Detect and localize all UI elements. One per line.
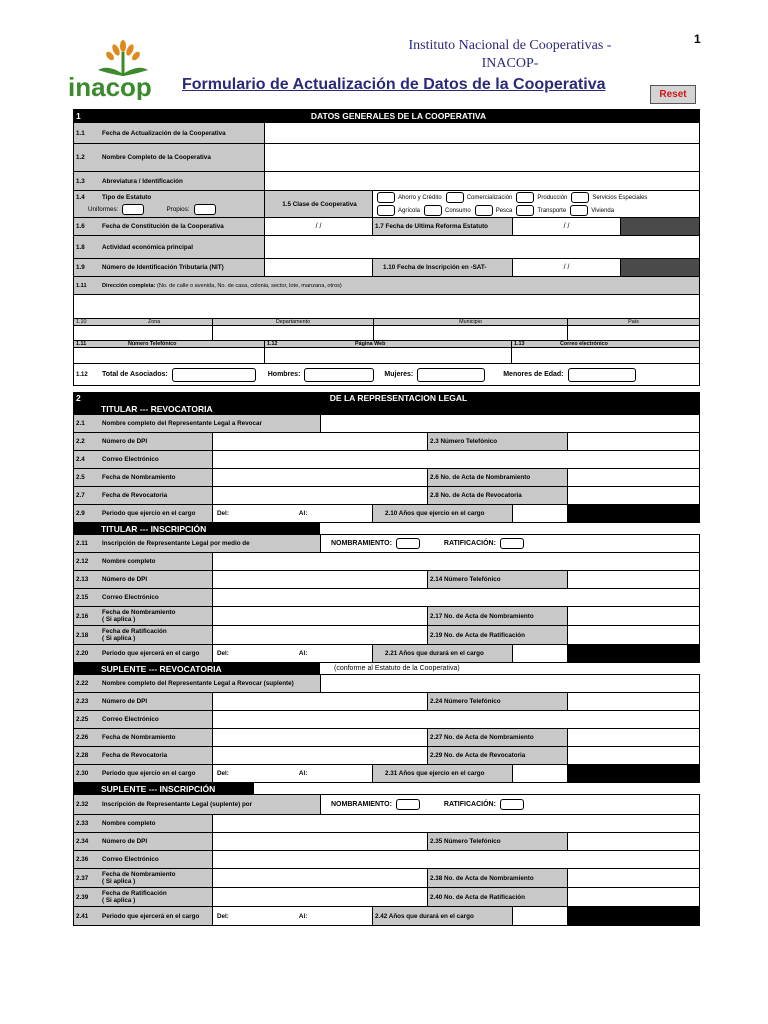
contact-fields-row bbox=[73, 348, 700, 364]
rev-years-input[interactable] bbox=[513, 505, 568, 522]
comercializacion-checkbox[interactable] bbox=[446, 192, 464, 203]
rev-phone-input[interactable] bbox=[568, 433, 700, 450]
rev-email-input[interactable] bbox=[213, 451, 700, 468]
row-1-4: 1.4 Tipo de Estatuto Uniformes: Propios: 1.5 Clase de Cooperativa Ahorro y Crédito Comercialización Producción Servicios Especiales Agrícola Consumo Pesca Transporte Vivienda bbox=[73, 191, 700, 218]
tit-appointment-date-input[interactable] bbox=[213, 607, 428, 625]
rev-revocation-date-input[interactable] bbox=[213, 487, 428, 504]
pesca-checkbox[interactable] bbox=[475, 205, 493, 216]
sup-phone-input[interactable] bbox=[568, 833, 700, 850]
page-header bbox=[0, 0, 768, 108]
rev-revocation-act-input[interactable] bbox=[568, 487, 700, 504]
institute-name: Instituto Nacional de Cooperativas - INACOP- bbox=[408, 38, 612, 71]
address-fields-row bbox=[73, 326, 700, 341]
row-1-9: 1.9 Número de Identificación Tributaria (NIT) 1.10 Fecha de Inscripción en -SAT- / / bbox=[73, 259, 700, 277]
propios-checkbox[interactable] bbox=[194, 204, 216, 215]
row-2-28: 2.28 Fecha de Revocatoria 2.29 No. de Acta de Revocatoria bbox=[73, 747, 700, 765]
tit-dpi-input[interactable] bbox=[213, 571, 428, 588]
sup-rev-email-input[interactable] bbox=[213, 711, 700, 728]
tit-years-input[interactable] bbox=[513, 645, 568, 662]
sat-date-input[interactable]: / / bbox=[513, 259, 621, 276]
sup-appointment-date-input[interactable] bbox=[213, 869, 428, 887]
row-2-12: 2.12 Nombre completo bbox=[73, 553, 700, 571]
sup-name-input[interactable] bbox=[213, 815, 700, 832]
departamento-input[interactable] bbox=[213, 326, 374, 340]
row-1-2: 1.2 Nombre Completo de la Cooperativa bbox=[73, 144, 700, 172]
zona-input[interactable] bbox=[74, 326, 213, 340]
address-input-row bbox=[73, 295, 700, 319]
suplente-inscripcion-header: SUPLENTE --- INSCRIPCIÓN bbox=[73, 783, 700, 795]
tit-phone-input[interactable] bbox=[568, 571, 700, 588]
row-2-26: 2.26 Fecha de Nombramiento 2.27 No. de Acta de Nombramiento bbox=[73, 729, 700, 747]
abbreviation-input[interactable] bbox=[265, 172, 700, 190]
row-2-7: 2.7 Fecha de Revocatoria 2.8 No. de Acta de Revocatoria bbox=[73, 487, 700, 505]
row-1-11: 1.11 Dirección completa: (No. de calle o avenida, No. de casa, colonia, sector, lote, manzana, otros) bbox=[73, 277, 700, 295]
nit-input[interactable] bbox=[265, 259, 373, 276]
sup-rev-revocation-act-input[interactable] bbox=[568, 747, 700, 764]
sup-rev-appointment-date-input[interactable] bbox=[213, 729, 428, 746]
row-2-13: 2.13 Número de DPI 2.14 Número Telefónico bbox=[73, 571, 700, 589]
sup-ratificacion-checkbox[interactable] bbox=[500, 799, 524, 810]
sup-rev-revocation-date-input[interactable] bbox=[213, 747, 428, 764]
form-title: Formulario de Actualización de Datos de la Cooperativa bbox=[182, 76, 606, 93]
rev-dpi-input[interactable] bbox=[213, 433, 428, 450]
transporte-checkbox[interactable] bbox=[516, 205, 534, 216]
row-2-33: 2.33 Nombre completo bbox=[73, 815, 700, 833]
consumo-checkbox[interactable] bbox=[424, 205, 442, 216]
row-2-4: 2.4 Correo Electrónico bbox=[73, 451, 700, 469]
tit-appointment-act-input[interactable] bbox=[568, 607, 700, 625]
row-2-34: 2.34 Número de DPI 2.35 Número Telefónico bbox=[73, 833, 700, 851]
uniformes-checkbox[interactable] bbox=[122, 204, 144, 215]
constitution-date-input[interactable]: / / bbox=[265, 218, 373, 235]
row-2-32: 2.32 Inscripción de Representante Legal (suplente) por NOMBRAMIENTO: RATIFICACIÓN: bbox=[73, 795, 700, 815]
sup-rev-phone-input[interactable] bbox=[568, 693, 700, 710]
address-input[interactable] bbox=[74, 295, 700, 318]
titular-revocatoria-header: TITULAR --- REVOCATORIA bbox=[73, 403, 700, 415]
website-input[interactable] bbox=[265, 348, 512, 363]
reset-button[interactable]: Reset bbox=[650, 85, 696, 104]
section-2-header: 2 DE LA REPRESENTACION LEGAL bbox=[73, 392, 700, 403]
rev-appointment-date-input[interactable] bbox=[213, 469, 428, 486]
inacop-logo bbox=[68, 36, 178, 100]
update-date-input[interactable] bbox=[265, 123, 700, 143]
row-2-11: 2.11 Inscripción de Representante Legal por medio de NOMBRAMIENTO: RATIFICACIÓN: bbox=[73, 535, 700, 553]
row-1-1: 1.1 Fecha de Actualización de la Cooperativa bbox=[73, 123, 700, 144]
produccion-checkbox[interactable] bbox=[516, 192, 534, 203]
menores-input[interactable] bbox=[568, 368, 636, 382]
total-asociados-input[interactable] bbox=[172, 368, 256, 382]
agricola-checkbox[interactable] bbox=[377, 205, 395, 216]
vivienda-checkbox[interactable] bbox=[570, 205, 588, 216]
sup-nombramiento-checkbox[interactable] bbox=[396, 799, 420, 810]
row-2-30: 2.30 Periodo que ejercio en el cargo Del: Al: 2.31 Años que ejercio en el cargo bbox=[73, 765, 700, 783]
row-2-18: 2.18 Fecha de Ratificación ( Si aplica ) 2.19 No. de Acta de Ratificación bbox=[73, 626, 700, 645]
hombres-input[interactable] bbox=[304, 368, 374, 382]
row-2-1: 2.1 Nombre completo del Representante Legal a Revocar bbox=[73, 415, 700, 433]
contact-labels-row: 1.11 Número Telefónico 1.12 Página Web 1.13 Correo electrónico bbox=[73, 341, 700, 348]
row-2-37: 2.37 Fecha de Nombramiento ( Si aplica ) 2.38 No. de Acta de Nombramiento bbox=[73, 869, 700, 888]
sup-email-input[interactable] bbox=[213, 851, 700, 868]
row-2-41: 2.41 Periodo que ejercerá en el cargo Del: Al: 2.42 Años que durará en el cargo bbox=[73, 907, 700, 926]
tit-ratification-act-input[interactable] bbox=[568, 626, 700, 644]
row-2-2: 2.2 Número de DPI 2.3 Número Telefónico bbox=[73, 433, 700, 451]
row-2-39: 2.39 Fecha de Ratificación ( Si aplica ) 2.40 No. de Acta de Ratificación bbox=[73, 888, 700, 907]
phone-input[interactable] bbox=[74, 348, 265, 363]
sup-rev-years-input[interactable] bbox=[513, 765, 568, 782]
section-1-header: 1 DATOS GENERALES DE LA COOPERATIVA bbox=[73, 109, 700, 123]
row-2-15: 2.15 Correo Electrónico bbox=[73, 589, 700, 607]
row-2-36: 2.36 Correo Electrónico bbox=[73, 851, 700, 869]
rev-name-input[interactable] bbox=[321, 415, 700, 432]
row-1-6: 1.6 Fecha de Constitución de la Cooperativa / / 1.7 Fecha de Ultima Reforma Estatuto / / bbox=[73, 218, 700, 236]
sup-ratification-date-input[interactable] bbox=[213, 888, 428, 906]
mujeres-input[interactable] bbox=[417, 368, 485, 382]
row-2-22: 2.22 Nombre completo del Representante Legal a Revocar (suplente) bbox=[73, 675, 700, 693]
sup-rev-appointment-act-input[interactable] bbox=[568, 729, 700, 746]
form-body bbox=[73, 109, 700, 926]
tit-nombramiento-checkbox[interactable] bbox=[396, 538, 420, 549]
economic-activity-input[interactable] bbox=[265, 236, 700, 258]
row-1-3: 1.3 Abreviatura / Identificación bbox=[73, 172, 700, 191]
row-2-16: 2.16 Fecha de Nombramiento ( Si aplica ) 2.17 No. de Acta de Nombramiento bbox=[73, 607, 700, 626]
row-2-23: 2.23 Número de DPI 2.24 Número Telefónico bbox=[73, 693, 700, 711]
servicios-especiales-checkbox[interactable] bbox=[571, 192, 589, 203]
coop-email-input[interactable] bbox=[512, 348, 700, 363]
tit-ratificacion-checkbox[interactable] bbox=[500, 538, 524, 549]
row-2-5: 2.5 Fecha de Nombramiento 2.6 No. de Acta de Nombramiento bbox=[73, 469, 700, 487]
titular-inscripcion-header: TITULAR --- INSCRIPCIÓN bbox=[73, 523, 700, 535]
row-2-9: 2.9 Periodo que ejercio en el cargo Del: Al: 2.10 Años que ejercio en el cargo bbox=[73, 505, 700, 523]
sup-years-input[interactable] bbox=[513, 907, 568, 925]
suplente-revocatoria-header: SUPLENTE --- REVOCATORIA (conforme al Estatuto de la Cooperativa) bbox=[73, 663, 700, 675]
reform-date-input[interactable]: / / bbox=[513, 218, 621, 235]
sup-rev-dpi-input[interactable] bbox=[213, 693, 428, 710]
row-1-8: 1.8 Actividad económica principal bbox=[73, 236, 700, 259]
sup-dpi-input[interactable] bbox=[213, 833, 428, 850]
row-2-20: 2.20 Periodo que ejercerá en el cargo Del: Al: 2.21 Años que durará en el cargo bbox=[73, 645, 700, 663]
row-1-12: 1.12 Total de Asociados: Hombres: Mujeres: Menores de Edad: bbox=[73, 364, 700, 386]
page-number: 1 bbox=[694, 32, 701, 46]
tit-email-input[interactable] bbox=[213, 589, 700, 606]
address-labels-row: 1.10 Zona Departamento Municipio País bbox=[73, 319, 700, 326]
row-2-25: 2.25 Correo Electrónico bbox=[73, 711, 700, 729]
ahorro-credito-checkbox[interactable] bbox=[377, 192, 395, 203]
sup-ratification-act-input[interactable] bbox=[568, 888, 700, 906]
sup-rev-name-input[interactable] bbox=[321, 675, 700, 692]
municipio-input[interactable] bbox=[374, 326, 568, 340]
tit-name-input[interactable] bbox=[213, 553, 700, 570]
pais-input[interactable] bbox=[568, 326, 700, 340]
rev-appointment-act-input[interactable] bbox=[568, 469, 700, 486]
sup-appointment-act-input[interactable] bbox=[568, 869, 700, 887]
coop-name-input[interactable] bbox=[265, 144, 700, 171]
svg-text:inacop: inacop bbox=[68, 72, 152, 100]
tit-ratification-date-input[interactable] bbox=[213, 626, 428, 644]
